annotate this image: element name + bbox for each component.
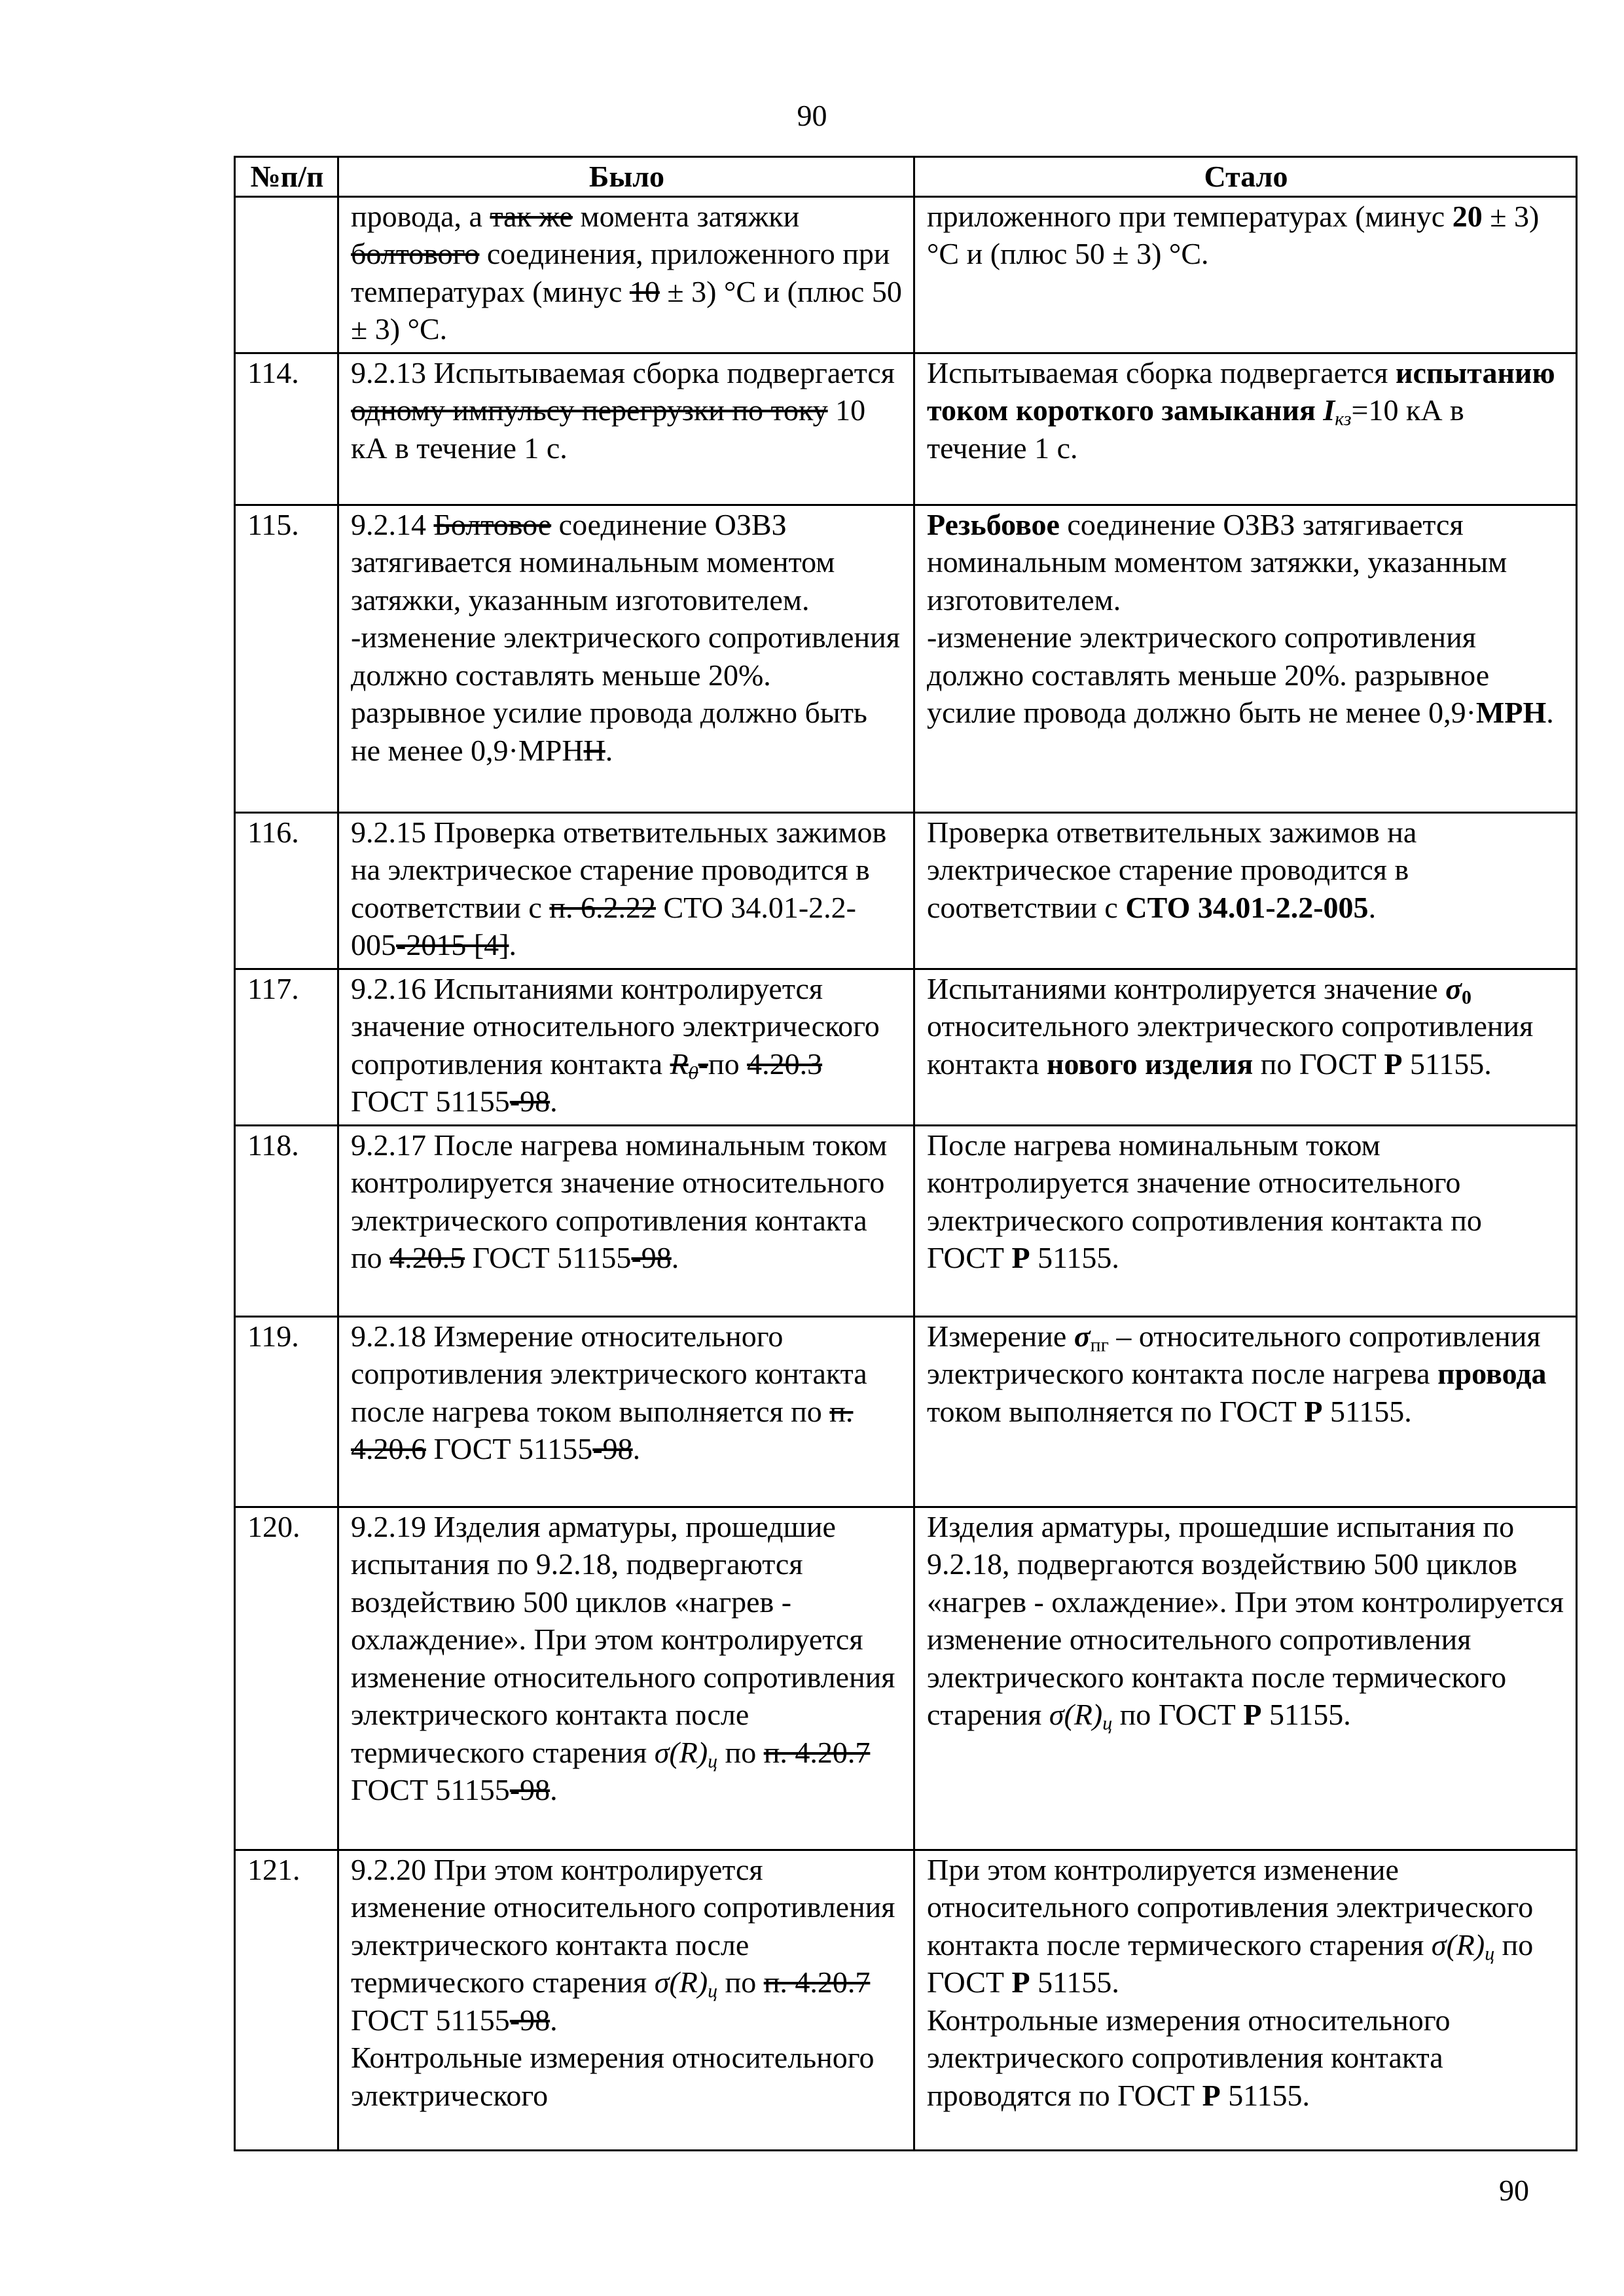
- cell-was: [338, 1507, 914, 1850]
- text-segment: соединение ОЗВЗ затягивается номинальным моментом затяжки, указанным изготовителем.: [351, 507, 835, 617]
- text-segment: Измерение: [927, 1319, 1074, 1353]
- deleted-text: 0: [688, 1061, 698, 1083]
- added-text: Р: [1011, 1965, 1030, 1999]
- row-number: 116.: [235, 812, 338, 969]
- deleted-text: одному импульсу перегрузки по току: [351, 393, 828, 427]
- text-segment: .: [671, 1241, 679, 1274]
- text-segment: ц: [708, 1749, 718, 1772]
- deleted-text: болтового: [351, 237, 480, 270]
- text-segment: При этом контролируется изменение относительного сопротивления электрического контакта после термического старения: [927, 1852, 1534, 1962]
- text-segment: ГОСТ 51155: [351, 1085, 510, 1118]
- text-segment: момента затяжки: [572, 199, 800, 233]
- text-segment: σ(R): [654, 1965, 708, 1999]
- table-row: [235, 1125, 1577, 1316]
- text-segment: 51155.: [1220, 2078, 1310, 2112]
- added-text: σ: [1074, 1319, 1091, 1353]
- text-segment: 51155.: [1261, 1698, 1351, 1731]
- text-segment: по: [708, 1047, 748, 1081]
- text-segment: 51155.: [1402, 1047, 1492, 1081]
- text-segment: [1316, 393, 1324, 427]
- added-text: МРН: [1475, 696, 1547, 729]
- text-segment: СТО 34.01-2.2-005: [351, 890, 856, 961]
- deleted-text: Н: [583, 733, 605, 767]
- text-segment: σ(R): [1049, 1698, 1103, 1731]
- table-header-row: [235, 157, 1577, 197]
- table-row: [235, 969, 1577, 1125]
- row-number: 117.: [235, 969, 338, 1125]
- text-segment: .: [509, 928, 516, 961]
- text-segment: 9.2.14: [351, 507, 434, 541]
- text-segment: ГОСТ 51155: [351, 2003, 510, 2037]
- header-was: Было: [338, 157, 914, 197]
- deleted-text: п. 6.2.22: [549, 890, 656, 924]
- page-number-top: 90: [797, 99, 827, 132]
- page-number-bottom: 90: [1499, 2174, 1529, 2207]
- text-segment: 9.2.17 После нагрева номинальным током контролируется значение относительного электрического сопротивления контакта по: [351, 1128, 888, 1274]
- text-segment: по: [717, 1965, 764, 1999]
- row-number: 121.: [235, 1850, 338, 2150]
- text-segment: приложенного при температурах (минус: [927, 199, 1453, 233]
- row-number: 114.: [235, 353, 338, 505]
- deleted-text: -98: [509, 1085, 550, 1118]
- cell-was: [338, 1850, 914, 2150]
- text-segment: .: [550, 1085, 558, 1118]
- deleted-text: 4.20.3: [747, 1047, 823, 1081]
- text-segment: .: [632, 1432, 641, 1465]
- text-segment: ГОСТ 51155: [426, 1432, 593, 1465]
- table-row: [235, 196, 1577, 353]
- text-segment: 9.2.20 При этом контролируется изменение относительного сопротивления электрического контакта после термического старения: [351, 1852, 895, 1999]
- deleted-text: 4.20.5: [389, 1241, 465, 1274]
- header-now: Стало: [914, 157, 1577, 197]
- text-segment: σ(R): [654, 1735, 708, 1769]
- table-row: [235, 1850, 1577, 2150]
- text-segment: 9.2.13 Испытываемая сборка подвергается: [351, 355, 895, 389]
- text-segment: пг: [1090, 1333, 1109, 1355]
- added-text: Резьбовое: [927, 507, 1060, 541]
- row-number: 118.: [235, 1125, 338, 1316]
- text-segment: относительного электрического сопротивления контакта: [927, 1009, 1534, 1081]
- cell-now: [914, 1850, 1577, 2150]
- text-segment: Изделия арматуры, прошедшие испытания по 9.2.18, подвергаются воздействию 500 циклов «нагрев - охлаждение». При этом контролируется изменение относительного сопротивления электрического контакта после термического старения: [927, 1509, 1564, 1731]
- cell-was: [338, 353, 914, 505]
- cell-was: [338, 505, 914, 812]
- cell-now: [914, 1125, 1577, 1316]
- added-text: испытанию током короткого замыкания: [927, 355, 1555, 427]
- cell-now: [914, 1316, 1577, 1507]
- text-segment: .: [605, 733, 613, 767]
- text-segment: После нагрева номинальным током контролируется значение относительного электрического сопротивления контакта по ГОСТ: [927, 1128, 1482, 1274]
- deleted-text: -2015 [4]: [396, 928, 509, 961]
- deleted-text: -98: [509, 1773, 550, 1806]
- text-segment: 10 кА в течение 1 с.: [351, 393, 866, 465]
- text-segment: Проверка ответвительных зажимов на электрическое старение проводится в соответствии с: [927, 815, 1417, 924]
- deleted-text: -98: [592, 1432, 633, 1465]
- cell-now: [914, 196, 1577, 353]
- added-text: Р: [1304, 1394, 1323, 1428]
- text-segment: соединения, приложенного при температурах (минус: [351, 237, 890, 308]
- text-segment: по ГОСТ: [927, 1928, 1534, 1999]
- text-segment: ± 3) °С и (плюс 50 ± 3) °С.: [927, 199, 1540, 270]
- added-text: Р: [1202, 2078, 1221, 2112]
- row-number: 115.: [235, 505, 338, 812]
- added-text: провода: [1437, 1357, 1547, 1390]
- text-segment: -изменение электрического сопротивления должно составлять меньше 20%. разрывное усилие провода должно быть не менее 0,9·: [927, 620, 1490, 729]
- deleted-text: 10: [629, 274, 660, 308]
- text-segment: 51155.: [1030, 1965, 1119, 1999]
- text-segment: 9.2.18 Измерение относительного сопротивления электрического контакта после нагрева током выполняется по: [351, 1319, 867, 1428]
- text-segment: ц: [708, 1980, 718, 2002]
- cell-now: [914, 812, 1577, 969]
- text-segment: Контрольные измерения относительного электрического: [351, 2041, 875, 2112]
- cell-was: [338, 969, 914, 1125]
- table-row: [235, 812, 1577, 969]
- cell-now: [914, 505, 1577, 812]
- cell-was: [338, 812, 914, 969]
- added-text: СТО 34.01-2.2-005: [1125, 890, 1369, 924]
- text-segment: кз: [1335, 408, 1352, 430]
- row-number: [235, 196, 338, 353]
- table-row: [235, 1507, 1577, 1850]
- cell-now: [914, 1507, 1577, 1850]
- added-text: I: [1323, 393, 1335, 427]
- text-segment: ГОСТ 51155: [465, 1241, 632, 1274]
- text-segment: ц: [1485, 1942, 1495, 1964]
- cell-was: [338, 1125, 914, 1316]
- deleted-text: R: [670, 1047, 689, 1081]
- cell-now: [914, 353, 1577, 505]
- text-segment: σ(R): [1431, 1928, 1485, 1962]
- cell-now: [914, 969, 1577, 1125]
- table-row: [235, 353, 1577, 505]
- added-text: Р: [1384, 1047, 1403, 1081]
- deleted-text: так же: [490, 199, 573, 233]
- added-text: σ: [1445, 971, 1462, 1005]
- text-segment: Контрольные измерения относительного электрического сопротивления контакта проводятся по ГОСТ: [927, 2003, 1451, 2112]
- text-segment: 51155.: [1322, 1394, 1412, 1428]
- text-segment: Испытаниями контролируется значение: [927, 971, 1446, 1005]
- added-text: нового изделия: [1047, 1047, 1254, 1081]
- deleted-text: -98: [509, 2003, 550, 2037]
- deleted-text: -98: [631, 1241, 672, 1274]
- text-segment: 51155.: [1030, 1241, 1119, 1274]
- text-segment: током выполняется по ГОСТ: [927, 1394, 1305, 1428]
- text-segment: .: [550, 2003, 558, 2037]
- cell-was: [338, 196, 914, 353]
- deleted-text: п. 4.20.6: [351, 1394, 854, 1465]
- text-segment: 9.2.16 Испытаниями контролируется значение относительного электрического сопротивления контакта: [351, 971, 880, 1081]
- text-segment: провода, а: [351, 199, 490, 233]
- added-text: 20: [1452, 199, 1483, 233]
- text-segment: Испытываемая сборка подвергается: [927, 355, 1396, 389]
- added-text: 0: [1461, 986, 1471, 1008]
- deleted-text: п. 4.20.7: [763, 1965, 871, 1999]
- table-row: [235, 505, 1577, 812]
- text-segment: по ГОСТ: [1253, 1047, 1384, 1081]
- text-segment: ± 3) °С и (плюс 50 ± 3) °С.: [351, 274, 902, 346]
- text-segment: -изменение электрического сопротивления должно составлять меньше 20%. разрывное усилие провода должно быть не менее 0,9·МРН: [351, 620, 900, 767]
- cell-was: [338, 1316, 914, 1507]
- deleted-text: п. 4.20.7: [763, 1735, 871, 1769]
- added-text: Р: [1011, 1241, 1030, 1274]
- text-segment: =10 кА в течение 1 с.: [927, 393, 1464, 465]
- changes-table: [234, 156, 1578, 2151]
- added-text: Р: [1243, 1698, 1262, 1731]
- text-segment: .: [1368, 890, 1377, 924]
- header-number: №п/п: [235, 157, 338, 197]
- text-segment: .: [1546, 696, 1554, 729]
- text-segment: по ГОСТ: [1112, 1698, 1244, 1731]
- table-row: [235, 1316, 1577, 1507]
- text-segment: .: [550, 1773, 558, 1806]
- row-number: 120.: [235, 1507, 338, 1850]
- row-number: 119.: [235, 1316, 338, 1507]
- deleted-text: -: [698, 1047, 708, 1081]
- text-segment: соединение ОЗВЗ затягивается номинальным моментом затяжки, указанным изготовителем.: [927, 507, 1507, 617]
- text-segment: 9.2.19 Изделия арматуры, прошедшие испытания по 9.2.18, подвергаются воздействию 500 циклов «нагрев - охлаждение». При этом контролируется изменение относительного сопротивления электрического контакта после термического старения: [351, 1509, 895, 1769]
- text-segment: по: [717, 1735, 764, 1769]
- deleted-text: Болтовое: [433, 507, 552, 541]
- text-segment: ГОСТ 51155: [351, 1773, 510, 1806]
- text-segment: – относительного сопротивления электрического контакта после нагрева: [927, 1319, 1541, 1390]
- text-segment: ц: [1102, 1712, 1113, 1734]
- text-segment: 9.2.15 Проверка ответвительных зажимов на электрическое старение проводится в соответствии с: [351, 815, 887, 924]
